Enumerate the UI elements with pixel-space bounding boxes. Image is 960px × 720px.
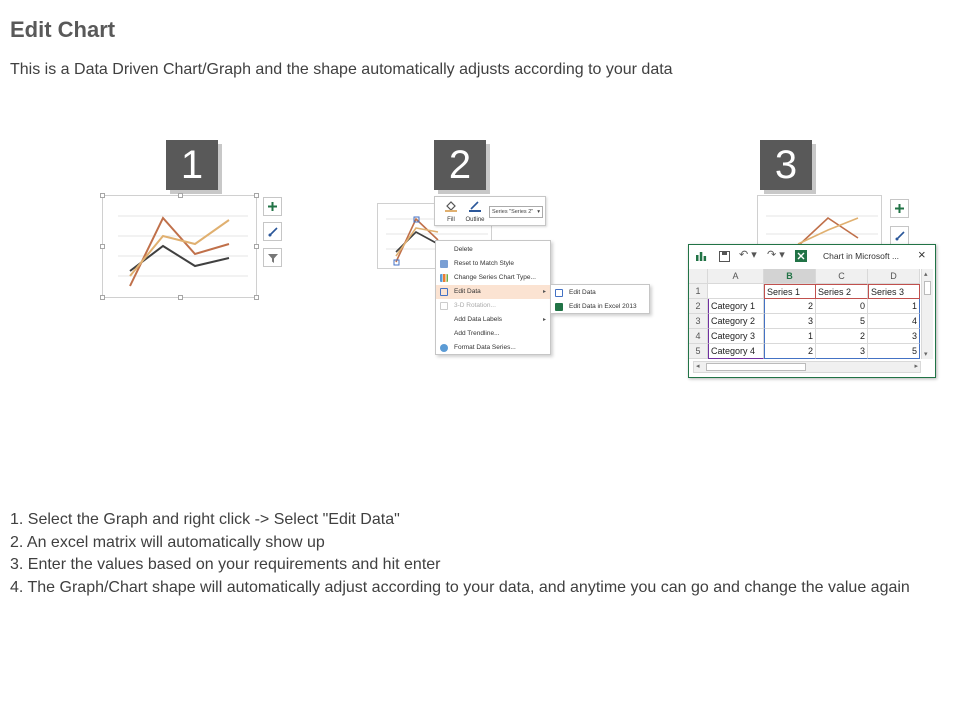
redo-icon[interactable]: ↷ ▾ xyxy=(767,249,785,261)
cell-c4[interactable]: 2 xyxy=(816,329,868,344)
cell-d3[interactable]: 4 xyxy=(868,314,920,329)
excel-icon xyxy=(555,303,563,311)
chart-elements-button-step3[interactable] xyxy=(890,199,909,218)
menu-item-add-trendline[interactable]: Add Trendline... xyxy=(454,330,500,337)
scroll-down-icon[interactable]: ▾ xyxy=(924,351,928,358)
submenu-arrow-icon: ▸ xyxy=(542,289,546,295)
outline-button[interactable]: Outline xyxy=(463,199,487,225)
cell-c5[interactable]: 3 xyxy=(816,344,868,359)
fill-button[interactable]: Fill xyxy=(441,199,461,225)
submenu-arrow-icon: ▸ xyxy=(542,317,546,323)
chart-filters-button[interactable] xyxy=(263,248,282,267)
vertical-scrollbar[interactable] xyxy=(921,269,933,359)
menu-item-format-data-series[interactable]: Format Data Series... xyxy=(436,341,550,355)
plus-icon xyxy=(267,201,278,212)
scroll-right-icon[interactable]: ▸ xyxy=(914,363,918,370)
row-header[interactable]: 5 xyxy=(689,344,708,359)
chart-styles-button-step3[interactable] xyxy=(890,226,909,245)
cell-a5[interactable]: Category 4 xyxy=(708,344,764,359)
step-1-chart-lines xyxy=(103,196,258,299)
cell-b4[interactable]: 1 xyxy=(764,329,816,344)
cell-c1[interactable]: Series 2 xyxy=(816,284,868,299)
chart-elements-button[interactable] xyxy=(263,197,282,216)
menu-item-edit-data[interactable]: Edit Data ▸ xyxy=(436,285,550,299)
pen-outline-icon xyxy=(468,200,482,212)
menu-item-delete[interactable]: Delete xyxy=(436,243,550,257)
cell-d4[interactable]: 3 xyxy=(868,329,920,344)
format-series-icon xyxy=(440,344,448,352)
row-header[interactable]: 2 xyxy=(689,299,708,314)
chart-type-icon xyxy=(440,274,448,282)
step-3-badge: 3 xyxy=(760,140,812,190)
menu-item-add-data-labels[interactable]: Add Data Labels ▸ xyxy=(436,313,550,327)
column-header-c[interactable]: C xyxy=(816,269,868,284)
menu-item-reset-style[interactable]: Reset to Match Style xyxy=(436,257,550,271)
edit-data-icon xyxy=(555,289,563,297)
cell-d5[interactable]: 5 xyxy=(868,344,920,359)
instruction-item: 1. Select the Graph and right click -> Select "Edit Data" xyxy=(10,511,400,528)
cell-b2[interactable]: 2 xyxy=(764,299,816,314)
edit-data-icon xyxy=(440,288,448,296)
excel-icon[interactable] xyxy=(795,250,807,262)
submenu-item-edit-in-excel[interactable]: Edit Data in Excel 2013 xyxy=(551,300,649,314)
excel-titlebar xyxy=(689,245,935,267)
cell-a3[interactable]: Category 2 xyxy=(708,314,764,329)
chevron-down-icon: ▾ xyxy=(537,209,540,215)
column-header-b[interactable]: B xyxy=(764,269,816,284)
filter-icon xyxy=(267,252,279,264)
cell-b3[interactable]: 3 xyxy=(764,314,816,329)
chart-styles-button[interactable] xyxy=(263,222,282,241)
cell-c3[interactable]: 5 xyxy=(816,314,868,329)
close-icon[interactable]: × xyxy=(918,247,926,262)
cell-b1[interactable]: Series 1 xyxy=(764,284,816,299)
cell-a4[interactable]: Category 3 xyxy=(708,329,764,344)
menu-item-change-chart-type[interactable]: Change Series Chart Type... xyxy=(436,271,550,285)
menu-item-3d-rotation: 3-D Rotation... xyxy=(436,299,550,313)
step-2-badge: 2 xyxy=(434,140,486,190)
page-title: Edit Chart xyxy=(10,17,116,42)
cell-c2[interactable]: 0 xyxy=(816,299,868,314)
cell-a1[interactable] xyxy=(708,284,764,299)
excel-data-window xyxy=(688,244,936,378)
step-1-badge: 1 xyxy=(166,140,218,190)
excel-window-title: Chart in Microsoft ... xyxy=(823,251,900,261)
column-header-a[interactable]: A xyxy=(708,269,764,284)
save-icon[interactable] xyxy=(719,251,730,262)
edit-data-submenu xyxy=(550,284,650,314)
step-1-chart[interactable] xyxy=(102,195,257,298)
instruction-item: 3. Enter the values based on your requirements and hit enter xyxy=(10,556,441,573)
scroll-left-icon[interactable]: ◂ xyxy=(696,363,700,370)
instruction-item: 4. The Graph/Chart shape will automatically adjust according to your data, and anytime you can go and change the value again xyxy=(10,578,910,596)
series-select[interactable]: Series "Series 2" ▾ xyxy=(489,206,543,218)
instructions-list xyxy=(10,509,945,599)
row-header[interactable]: 1 xyxy=(689,284,708,299)
rotation-icon xyxy=(440,302,448,310)
undo-icon[interactable]: ↶ ▾ xyxy=(739,249,757,261)
column-header-d[interactable]: D xyxy=(868,269,920,284)
reset-style-icon xyxy=(440,260,448,268)
context-menu xyxy=(435,240,551,355)
cell-a2[interactable]: Category 1 xyxy=(708,299,764,314)
scroll-up-icon[interactable]: ▴ xyxy=(924,271,928,278)
cell-b5[interactable]: 2 xyxy=(764,344,816,359)
corner-cell[interactable] xyxy=(689,269,708,284)
scroll-thumb[interactable] xyxy=(924,281,931,295)
format-bar xyxy=(434,196,546,226)
row-header[interactable]: 3 xyxy=(689,314,708,329)
instruction-item: 2. An excel matrix will automatically show up xyxy=(10,533,325,551)
brush-icon xyxy=(894,230,906,242)
submenu-item-edit-data[interactable]: Edit Data xyxy=(551,286,649,300)
chart-icon xyxy=(695,250,707,262)
scroll-thumb[interactable] xyxy=(706,363,806,371)
horizontal-scrollbar[interactable] xyxy=(693,361,921,373)
page-subtitle: This is a Data Driven Chart/Graph and the shape automatically adjusts according to your data xyxy=(10,61,673,78)
delete-icon xyxy=(440,246,448,254)
plus-icon xyxy=(894,203,905,214)
cell-d1[interactable]: Series 3 xyxy=(868,284,920,299)
row-header[interactable]: 4 xyxy=(689,329,708,344)
cell-d2[interactable]: 1 xyxy=(868,299,920,314)
fill-bucket-icon xyxy=(444,200,458,212)
brush-icon xyxy=(267,226,279,238)
